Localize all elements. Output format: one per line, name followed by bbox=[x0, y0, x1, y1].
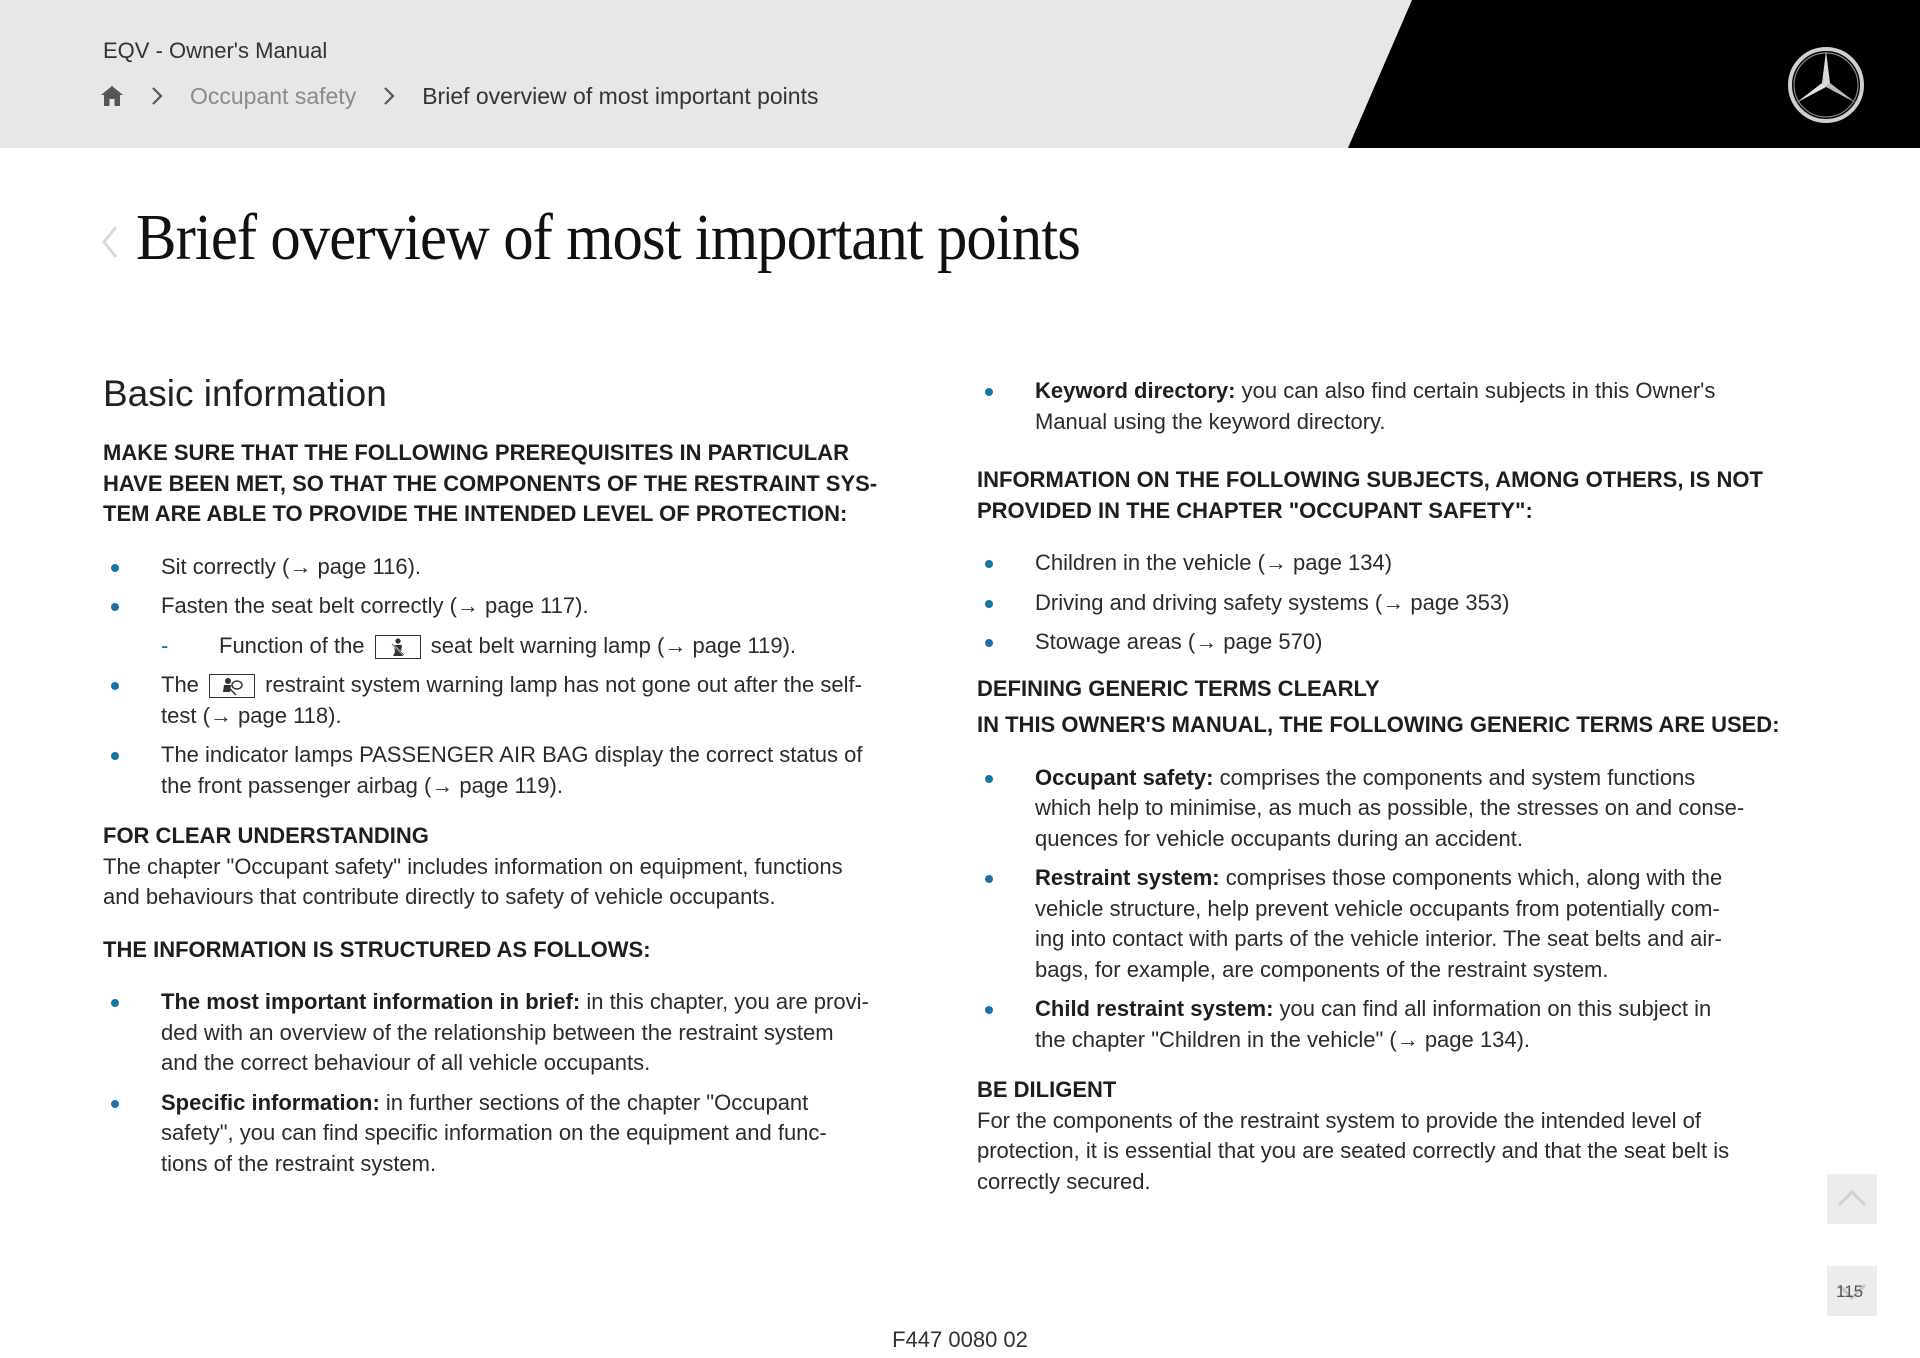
chevron-right-icon bbox=[150, 85, 164, 107]
list-item-text: the chapter "Children in the vehicle" (→ page 134). bbox=[1035, 1026, 1531, 1052]
bullet-icon bbox=[985, 388, 993, 396]
list-item-text: you can also find certain subjects in this Owner's bbox=[1235, 378, 1716, 403]
body-line: correctly secured. bbox=[977, 1168, 1151, 1194]
heading-line: INFORMATION ON THE FOLLOWING SUBJECTS, AMONG OTHERS, IS NOT bbox=[977, 467, 1763, 492]
clear-understanding-heading: FOR CLEAR UNDERSTANDING bbox=[103, 823, 429, 848]
list-item bbox=[103, 987, 903, 1079]
seat-belt-warning-icon bbox=[375, 635, 421, 659]
document-title: EQV - Owner's Manual bbox=[103, 38, 328, 63]
home-icon[interactable] bbox=[100, 85, 124, 107]
list-item-text: Fasten the seat belt correctly (→ page 117). bbox=[161, 593, 589, 618]
page-number: 115 bbox=[1836, 1282, 1864, 1301]
list-item-text: The indicator lamps PASSENGER AIR BAG display the correct status of bbox=[161, 742, 863, 767]
sub-list-item bbox=[103, 631, 903, 662]
list-item bbox=[977, 548, 1797, 579]
list-item bbox=[977, 627, 1797, 658]
structured-heading: THE INFORMATION IS STRUCTURED AS FOLLOWS: bbox=[103, 936, 651, 962]
list-item bbox=[977, 994, 1797, 1055]
bullet-icon bbox=[985, 600, 993, 608]
list-item-text: Children in the vehicle (→ page 134) bbox=[1035, 550, 1393, 575]
dash-icon: - bbox=[161, 632, 169, 658]
list-item-text: you can find all information on this subject in bbox=[1273, 996, 1712, 1021]
breadcrumb-item-current: Brief overview of most important points bbox=[422, 82, 819, 109]
breadcrumb-item-occupant-safety[interactable]: Occupant safety bbox=[190, 82, 357, 109]
list-item-text: which help to minimise, as much as possible, the stresses on and conse- bbox=[1035, 795, 1745, 820]
bullet-icon bbox=[985, 875, 993, 883]
bullet-icon bbox=[111, 682, 119, 690]
term-label: Specific information: bbox=[161, 1089, 380, 1115]
term-label: Keyword directory: bbox=[1035, 378, 1236, 403]
bullet-icon bbox=[111, 999, 119, 1007]
heading-line: PROVIDED IN THE CHAPTER "OCCUPANT SAFETY": bbox=[977, 497, 1533, 523]
list-item-text: seat belt warning lamp (→ page 119). bbox=[430, 632, 797, 658]
bullet-icon bbox=[985, 639, 993, 647]
page-title: Brief overview of most important points bbox=[136, 201, 1080, 274]
back-chevron-icon[interactable] bbox=[100, 224, 120, 260]
term-label: Occupant safety: bbox=[1035, 764, 1214, 790]
list-item bbox=[977, 863, 1797, 985]
be-diligent-heading: BE DILIGENT bbox=[977, 1077, 1117, 1102]
prerequisites-heading-line: HAVE BEEN MET, SO THAT THE COMPONENTS OF THE RESTRAINT SYS- bbox=[103, 470, 878, 496]
generic-terms-heading: DEFINING GENERIC TERMS CLEARLY bbox=[977, 675, 1380, 701]
restraint-system-warning-icon bbox=[209, 674, 255, 698]
list-item-text: ing into contact with parts of the vehicle interior. The seat belts and air- bbox=[1035, 926, 1722, 951]
list-item-text: in further sections of the chapter "Occupant bbox=[379, 1089, 809, 1115]
list-item-text: Manual using the keyword directory. bbox=[1035, 408, 1386, 434]
list-item-text: restraint system warning lamp has not gone out after the self- bbox=[265, 672, 862, 697]
bullet-icon bbox=[111, 1100, 119, 1108]
be-diligent-text bbox=[977, 1106, 1797, 1198]
generic-terms-list bbox=[977, 763, 1797, 1056]
list-item-text: ded with an overview of the relationship between the restraint system bbox=[161, 1019, 834, 1045]
list-item-text: comprises the components and system functions bbox=[1213, 764, 1696, 790]
list-item-text: safety", you can find specific information on the equipment and func- bbox=[161, 1120, 827, 1145]
list-item-text: Driving and driving safety systems (→ page 353) bbox=[1035, 589, 1510, 615]
chevron-right-icon bbox=[382, 85, 396, 107]
list-item-text: Sit correctly (→ page 116). bbox=[161, 553, 422, 579]
header-bar bbox=[0, 0, 1920, 148]
body-line: protection, it is essential that you are seated correctly and that the seat belt is bbox=[977, 1138, 1730, 1163]
prerequisites-heading bbox=[103, 438, 903, 530]
list-item-text: Function of the bbox=[219, 632, 365, 658]
left-column bbox=[103, 372, 903, 1188]
keyword-list bbox=[977, 376, 1797, 437]
list-item bbox=[977, 376, 1797, 437]
list-item-text: quences for vehicle occupants during an accident. bbox=[1035, 825, 1523, 851]
term-label: Restraint system: bbox=[1035, 865, 1220, 890]
list-item-text: tions of the restraint system. bbox=[161, 1150, 437, 1176]
list-item-text: comprises those components which, along with the bbox=[1219, 865, 1723, 890]
structured-list bbox=[103, 987, 903, 1179]
list-item-text: vehicle structure, help prevent vehicle occupants from potentially com- bbox=[1035, 895, 1720, 921]
bullet-icon bbox=[985, 775, 993, 783]
section-heading-basic-information: Basic information bbox=[103, 373, 387, 414]
bullet-icon bbox=[985, 1006, 993, 1014]
list-item-text: bags, for example, are components of the restraint system. bbox=[1035, 956, 1609, 982]
list-item-text: Stowage areas (→ page 570) bbox=[1035, 629, 1323, 654]
list-item bbox=[977, 763, 1797, 855]
list-item bbox=[977, 588, 1797, 619]
mercedes-star-logo[interactable] bbox=[1786, 45, 1866, 125]
bullet-icon bbox=[111, 752, 119, 760]
prerequisites-heading-line: MAKE SURE THAT THE FOLLOWING PREREQUISITES IN PARTICULAR bbox=[103, 440, 849, 465]
list-item-text: the front passenger airbag (→ page 119). bbox=[161, 772, 563, 798]
list-item-text: in this chapter, you are provi- bbox=[580, 989, 869, 1014]
body-line: The chapter "Occupant safety" includes information on equipment, functions bbox=[103, 853, 843, 879]
prerequisites-list bbox=[103, 552, 903, 802]
body-line: and behaviours that contribute directly to safety of vehicle occupants. bbox=[103, 884, 776, 909]
not-provided-list bbox=[977, 548, 1797, 658]
list-item bbox=[103, 740, 903, 801]
list-item bbox=[103, 1088, 903, 1180]
breadcrumb bbox=[100, 81, 818, 111]
right-column bbox=[977, 376, 1797, 1197]
body-line: For the components of the restraint system to provide the intended level of bbox=[977, 1107, 1701, 1133]
generic-terms-subheading: IN THIS OWNER'S MANUAL, THE FOLLOWING GENERIC TERMS ARE USED: bbox=[977, 712, 1780, 737]
bullet-icon bbox=[111, 603, 119, 611]
list-item-text: test (→ page 118). bbox=[161, 702, 342, 728]
term-label: Child restraint system: bbox=[1035, 996, 1274, 1021]
figure-code: F447 0080 02 bbox=[892, 1327, 1028, 1352]
list-item bbox=[103, 591, 903, 622]
term-label: The most important information in brief: bbox=[161, 989, 581, 1014]
bullet-icon bbox=[111, 564, 119, 572]
chevron-up-icon bbox=[1827, 1174, 1877, 1224]
list-item bbox=[103, 670, 903, 731]
not-provided-heading bbox=[977, 465, 1797, 526]
prerequisites-heading-line: TEM ARE ABLE TO PROVIDE THE INTENDED LEVEL OF PROTECTION: bbox=[103, 501, 848, 526]
clear-understanding-text bbox=[103, 852, 903, 913]
scroll-up-button[interactable] bbox=[1827, 1174, 1877, 1224]
list-item-text: The bbox=[161, 672, 199, 697]
list-item bbox=[103, 552, 903, 583]
list-item-text: and the correct behaviour of all vehicle occupants. bbox=[161, 1050, 651, 1075]
bullet-icon bbox=[985, 560, 993, 568]
